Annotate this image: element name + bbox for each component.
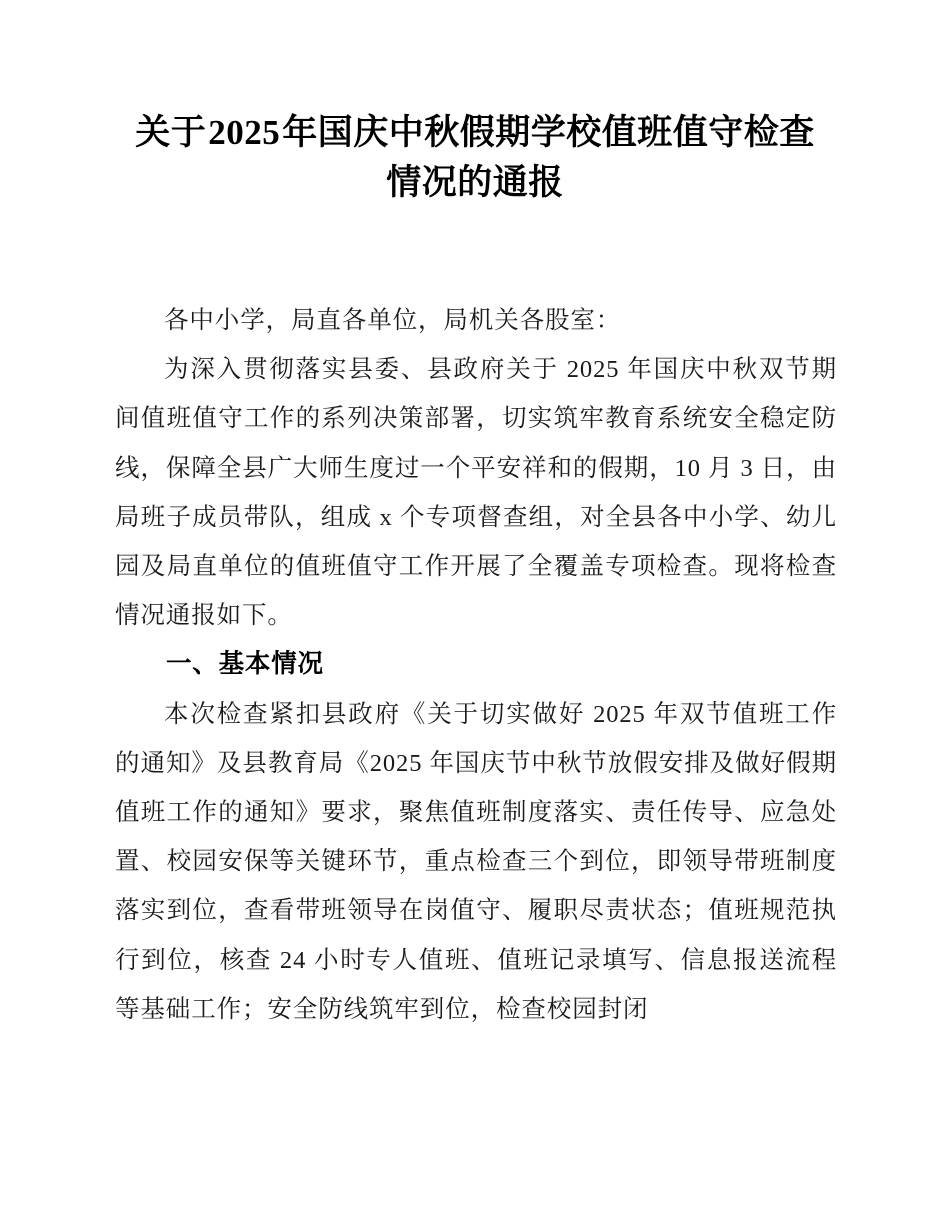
document-title <box>115 108 835 208</box>
document-title-line-2: 情况的通报 <box>386 163 564 202</box>
title-text-prefix: 关于 <box>135 113 207 152</box>
document-body <box>115 296 837 1034</box>
section-heading-basic-situation: 一、基本情况 <box>166 650 324 679</box>
title-year-number: 2025 <box>208 113 281 152</box>
paragraph-intro: 为深入贯彻落实县委、县政府关于 2025 年国庆中秋双节期间值班值守工作的系列决策部署，切实筑牢教育系统安全稳定防线，保障全县广大师生度过一个平安祥和的假期，10 月 3 日，由局班子成员带队，组成 x 个专项督查组，对全县各中小学、幼儿园及局直单位的值班值守工作开展了全覆盖专项检查。现将检查情况通报如下。 <box>115 356 837 630</box>
paragraph-basic-situation: 本次检查紧扣县政府《关于切实做好 2025 年双节值班工作的通知》及县教育局《2025 年国庆节中秋节放假安排及做好假期值班工作的通知》要求，聚焦值班制度落实、责任传导、应急处置、校园安保等关键环节，重点检查三个到位，即领导带班制度落实到位，查看带班领导在岗值守、履职尽责状态；值班规范执行到位，核查 24 小时专人值班、值班记录填写、信息报送流程等基础工作；安全防线筑牢到位，检查校园封闭 <box>115 700 837 1023</box>
title-text-suffix: 年国庆中秋假期学校值班值守检查 <box>282 113 815 152</box>
document-title-line-1 <box>115 108 835 158</box>
salutation-line: 各中小学，局直各单位，局机关各股室： <box>164 307 622 334</box>
